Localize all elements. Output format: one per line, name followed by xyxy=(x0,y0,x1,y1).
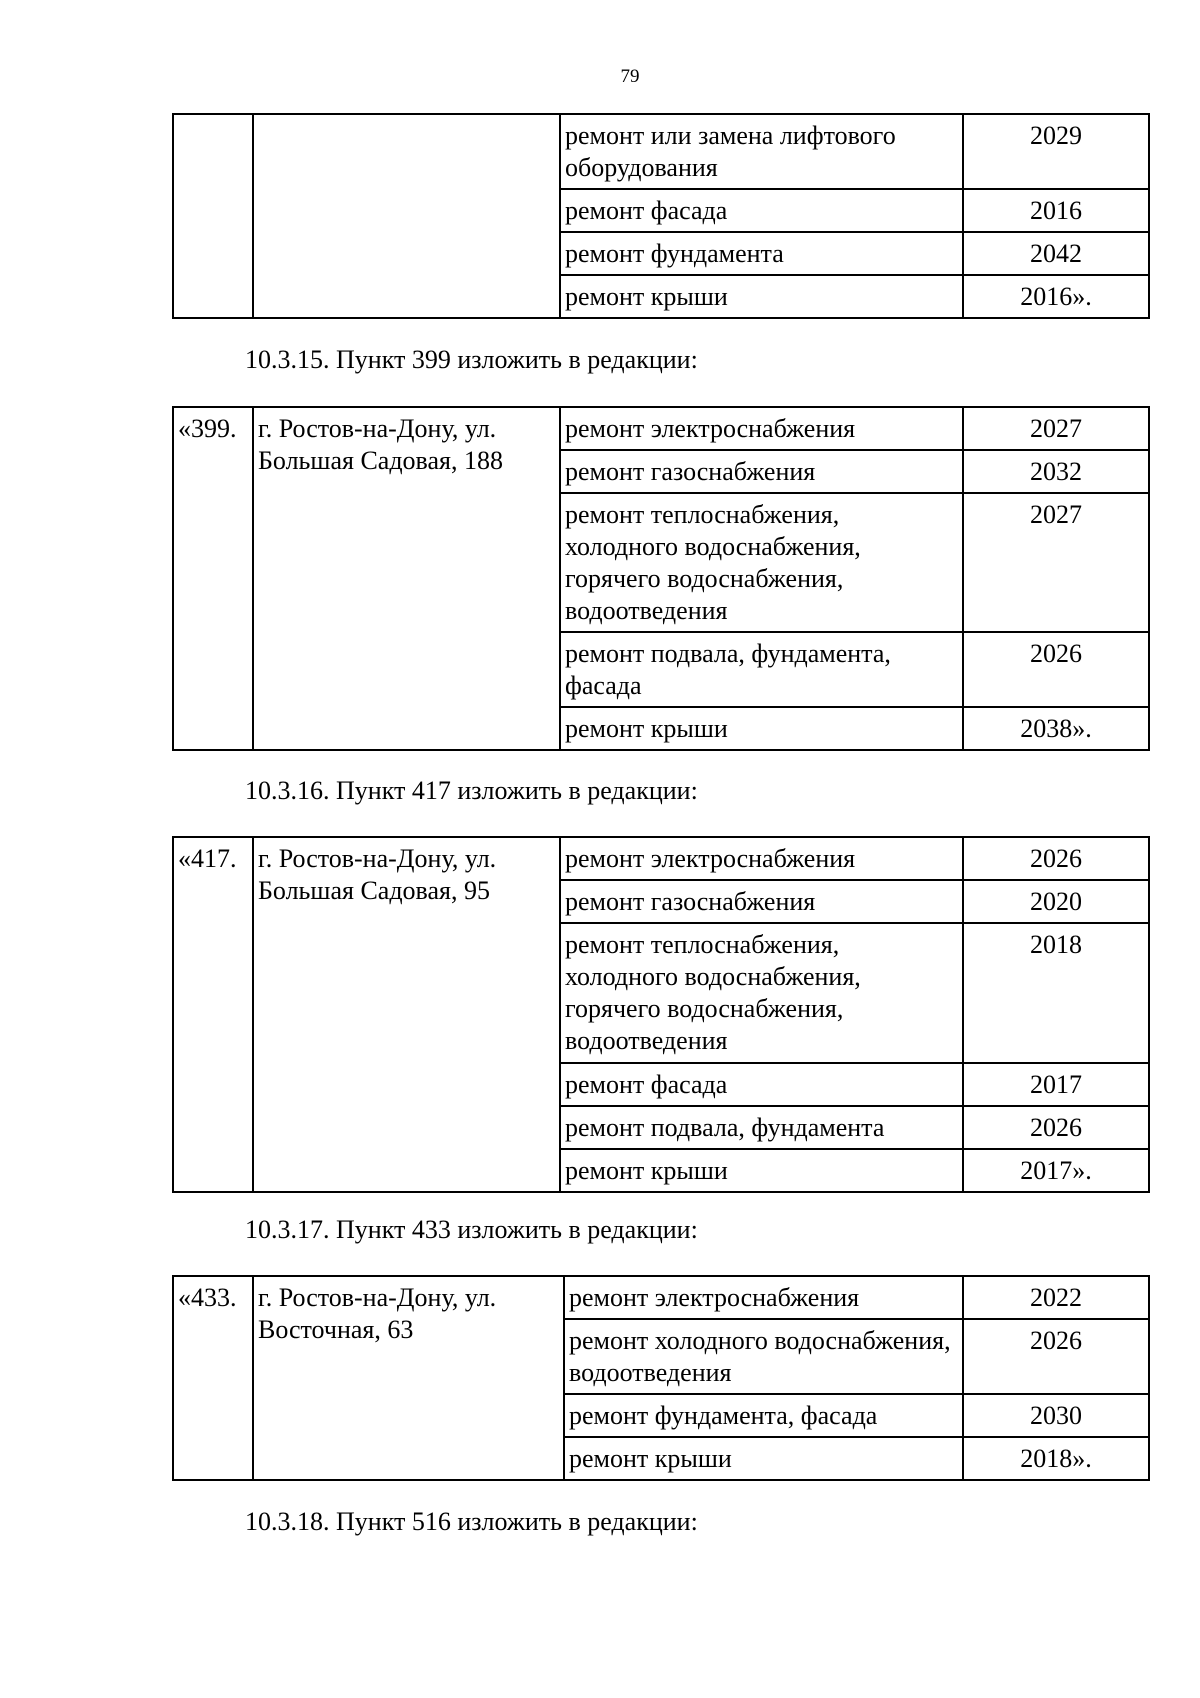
work-cell: ремонт подвала, фундамента, фасада xyxy=(560,632,963,707)
table-row xyxy=(173,1276,1149,1319)
year-cell: 2017 xyxy=(963,1063,1149,1106)
year-cell: 2016 xyxy=(963,189,1149,232)
work-cell: ремонт подвала, фундамента xyxy=(560,1106,963,1149)
item-number-cell: «417. xyxy=(173,837,253,1192)
address-cell xyxy=(253,114,560,318)
year-cell: 2026 xyxy=(963,1319,1149,1394)
work-cell: ремонт фасада xyxy=(560,1063,963,1106)
year-cell: 2027 xyxy=(963,407,1149,450)
work-cell: ремонт электроснабжения xyxy=(560,407,963,450)
work-cell: ремонт крыши xyxy=(564,1437,963,1480)
address-cell: г. Ростов-на-Дону, ул. Восточная, 63 xyxy=(253,1276,564,1480)
works-table-continued xyxy=(172,113,1150,319)
page-number: 79 xyxy=(620,66,640,87)
item-number-cell xyxy=(173,114,253,318)
year-cell: 2030 xyxy=(963,1394,1149,1437)
year-cell: 2042 xyxy=(963,232,1149,275)
paragraph-10-3-15: 10.3.15. Пункт 399 изложить в редакции: xyxy=(245,345,698,374)
work-cell: ремонт или замена лифтового оборудования xyxy=(560,114,963,189)
work-cell: ремонт фундамента xyxy=(560,232,963,275)
year-cell: 2026 xyxy=(963,632,1149,707)
table-row xyxy=(173,407,1149,450)
table-row xyxy=(173,114,1149,189)
year-cell: 2017». xyxy=(963,1149,1149,1192)
year-cell: 2026 xyxy=(963,837,1149,880)
work-cell: ремонт газоснабжения xyxy=(560,450,963,493)
year-cell: 2016». xyxy=(963,275,1149,318)
year-cell: 2027 xyxy=(963,493,1149,632)
work-cell: ремонт теплоснабжения, холодного водоснабжения, горячего водоснабжения, водоотведения xyxy=(560,493,963,632)
table-row xyxy=(173,837,1149,880)
work-cell: ремонт электроснабжения xyxy=(560,837,963,880)
work-cell: ремонт фасада xyxy=(560,189,963,232)
year-cell: 2029 xyxy=(963,114,1149,189)
year-cell: 2038». xyxy=(963,707,1149,750)
year-cell: 2020 xyxy=(963,880,1149,923)
year-cell: 2026 xyxy=(963,1106,1149,1149)
works-table-399 xyxy=(172,406,1150,751)
paragraph-10-3-16: 10.3.16. Пункт 417 изложить в редакции: xyxy=(245,776,698,805)
address-cell: г. Ростов-на-Дону, ул. Большая Садовая, 95 xyxy=(253,837,560,1192)
work-cell: ремонт крыши xyxy=(560,1149,963,1192)
work-cell: ремонт газоснабжения xyxy=(560,880,963,923)
work-cell: ремонт теплоснабжения, холодного водоснабжения, горячего водоснабжения, водоотведения xyxy=(560,923,963,1063)
item-number-cell: «433. xyxy=(173,1276,253,1480)
work-cell: ремонт крыши xyxy=(560,275,963,318)
work-cell: ремонт фундамента, фасада xyxy=(564,1394,963,1437)
work-cell: ремонт холодного водоснабжения, водоотведения xyxy=(564,1319,963,1394)
work-cell: ремонт крыши xyxy=(560,707,963,750)
paragraph-10-3-17: 10.3.17. Пункт 433 изложить в редакции: xyxy=(245,1215,698,1244)
paragraph-10-3-18: 10.3.18. Пункт 516 изложить в редакции: xyxy=(245,1507,698,1536)
year-cell: 2018». xyxy=(963,1437,1149,1480)
year-cell: 2022 xyxy=(963,1276,1149,1319)
year-cell: 2032 xyxy=(963,450,1149,493)
work-cell: ремонт электроснабжения xyxy=(564,1276,963,1319)
address-cell: г. Ростов-на-Дону, ул. Большая Садовая, 188 xyxy=(253,407,560,750)
item-number-cell: «399. xyxy=(173,407,253,750)
year-cell: 2018 xyxy=(963,923,1149,1063)
works-table-433 xyxy=(172,1275,1150,1481)
works-table-417 xyxy=(172,836,1150,1193)
